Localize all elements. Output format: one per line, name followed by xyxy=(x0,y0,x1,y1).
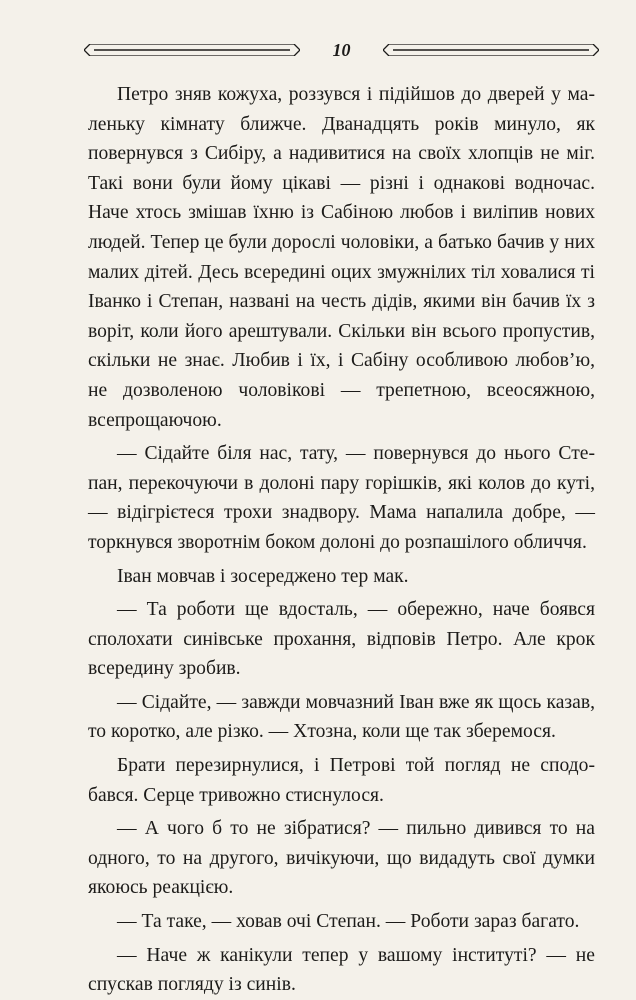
page-header xyxy=(84,38,599,64)
paragraph: — А чого б то не зібратися? — пильно дивився то на одного, то на другого, вичікуючи, що видадуть свої думки якоюсь реакцією. xyxy=(88,818,595,899)
paragraph: — Та роботи ще вдосталь, — обережно, наче боявся сполохати синівське прохання, відповів Петро. Але крок всередину зробив. xyxy=(88,599,595,680)
header-rule-right xyxy=(383,44,599,56)
paragraph: — Наче ж канікули тепер у вашому інституті? — не спускав погляду із синів. xyxy=(88,944,595,996)
paragraph: Іван мовчав і зосереджено тер мак. xyxy=(117,565,409,587)
body-text xyxy=(88,80,595,1000)
paragraph: Петро зняв кожуха, роззувся і підійшов до дверей у маленьку кімнату ближче. Дванадцять років минуло, як повернувся з Сибіру, а надивитися на своїх хлопців не міг. Такі вони були йому цікаві — різні і однакові водночас. Наче хтось змішав їхню із Сабіною любов і виліпив нових людей. Тепер це були дорослі чоловіки, а батько бачив у них малих дітей. Десь всередині оцих змужнілих тіл ховалися ті Іванко і Степан, названі на честь дідів, якими він бачив їх з воріт, коли його арештували. Скільки він всього пропустив, скільки не знає. Любив і їх, і Сабіну особливою любов’ю, не дозволеною чоловікові — трепетною, всеосяжною, всепрощаючою. xyxy=(88,84,595,431)
paragraph: — Сідайте біля нас, тату, — повернувся до нього Степан, перекочуючи в долоні пару горішків, які колов до куті, — відігрієтеся трохи знадвору. Мама напалила добре, — торкнувся зворотнім боком долоні до розпашілого обличчя. xyxy=(88,443,595,553)
paragraph: — Сідайте, — завжди мовчазний Іван вже як щось казав, то коротко, але різко. — Хтозна, коли ще так зберемося. xyxy=(88,691,595,743)
page-number: 10 xyxy=(332,40,351,60)
paragraph: Брати перезирнулися, і Петрові той погляд не сподобався. Серце тривожно стиснулося. xyxy=(88,755,595,806)
paragraph: — Та таке, — ховав очі Степан. — Роботи зараз багато. xyxy=(117,911,580,933)
